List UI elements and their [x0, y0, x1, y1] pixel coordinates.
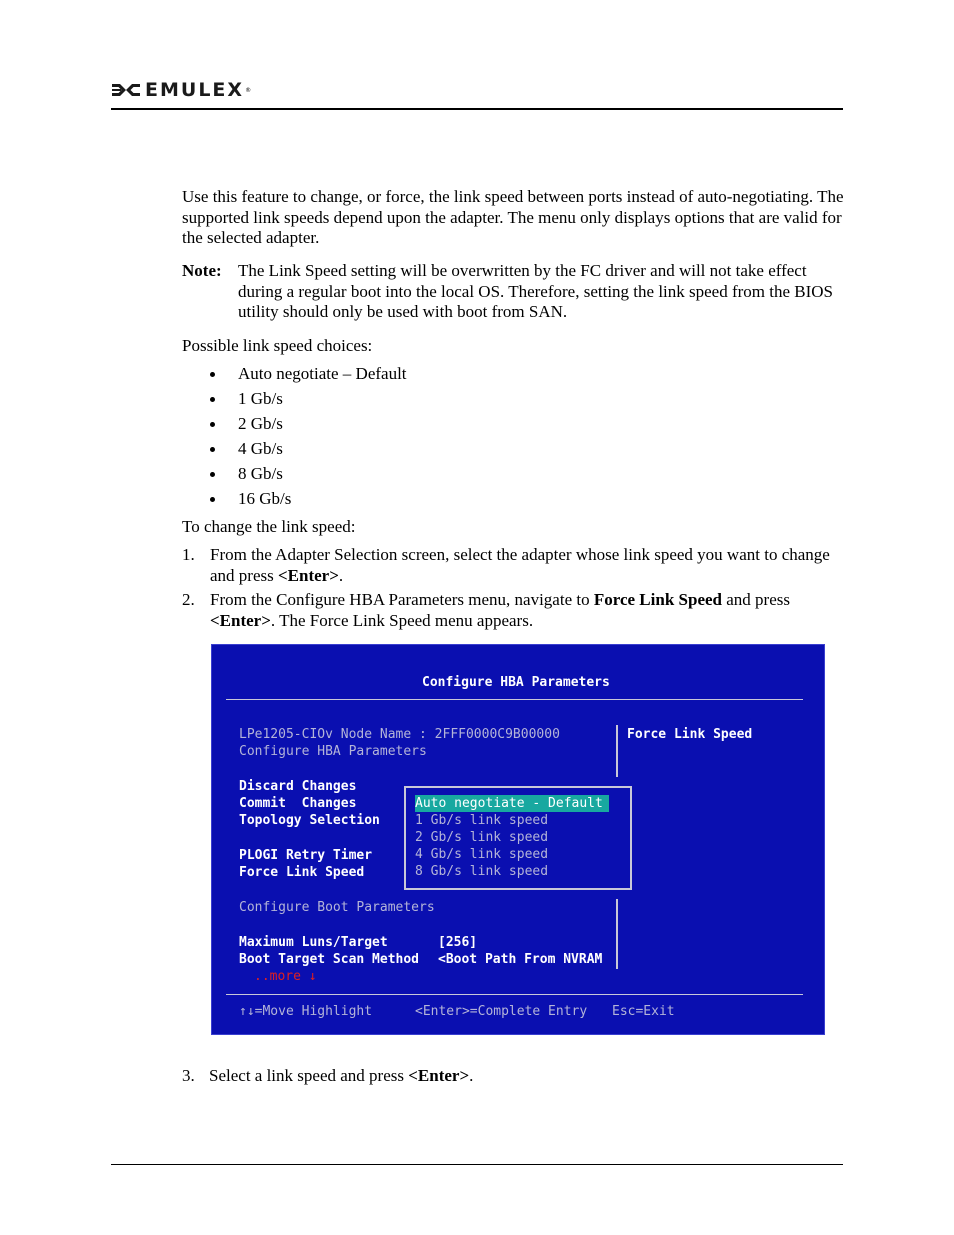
bios-boot-scan-value: <Boot Path From NVRAM [438, 952, 603, 967]
list-item: 2 Gb/s [210, 414, 407, 439]
bios-side-title: Force Link Speed [627, 727, 753, 742]
bios-divider [226, 994, 803, 995]
popup-option-auto[interactable]: Auto negotiate - Default [415, 795, 609, 812]
emulex-logo-icon [111, 82, 141, 98]
step-3-text: Select a link speed and press <Enter>. [209, 1066, 474, 1085]
bios-menu-force-link-speed[interactable]: Force Link Speed [239, 865, 365, 880]
link-speed-list [210, 364, 407, 514]
trademark-mark: ® [245, 86, 252, 94]
enter-key: <Enter> [408, 1066, 470, 1085]
bios-title: Configure HBA Parameters [422, 675, 610, 690]
step-1-text: From the Adapter Selection screen, select the adapter whose link speed you want to change and press <Enter>. [210, 545, 830, 585]
bios-menu-plogi[interactable]: PLOGI Retry Timer [239, 848, 373, 863]
note-label: Note: [182, 261, 222, 280]
brand-name: EMULEX [145, 79, 245, 101]
header-rule [111, 108, 843, 110]
list-item: 1 Gb/s [210, 389, 407, 414]
bios-more-indicator: ..more ↓ [254, 969, 317, 984]
bios-separator [616, 899, 618, 969]
bios-footer-move: ↑↓=Move Highlight [239, 1004, 373, 1019]
list-item: 16 Gb/s [210, 489, 407, 514]
change-intro: To change the link speed: [182, 517, 356, 536]
step-number: 1. [182, 545, 195, 564]
popup-option-2gb[interactable]: 2 Gb/s link speed [415, 830, 549, 845]
enter-key: <Enter> [277, 565, 339, 585]
bios-separator [616, 725, 618, 777]
bios-menu-discard[interactable]: Discard Changes [239, 779, 357, 794]
list-item: 4 Gb/s [210, 439, 407, 464]
bios-boot-scan-label[interactable]: Boot Target Scan Method [239, 952, 420, 967]
bios-subtitle: Configure HBA Parameters [239, 744, 427, 759]
bios-max-luns-value: [256] [438, 935, 478, 950]
step-2-text: From the Configure HBA Parameters menu, navigate to Force Link Speed and press <Enter>. The Force Link Speed menu appears. [210, 590, 790, 630]
emulex-logo [111, 80, 251, 100]
intro-paragraph: Use this feature to change, or force, the link speed between ports instead of auto-negotiating. The supported link speeds depend upon the adapter. The menu only displays options that are valid for the selected adapter. [182, 187, 844, 247]
step-number: 2. [182, 590, 195, 609]
force-link-speed-popup [404, 786, 632, 890]
bios-screenshot [211, 644, 825, 1035]
popup-option-1gb[interactable]: 1 Gb/s link speed [415, 813, 549, 828]
bios-node-line: LPe1205-CIOv Node Name : 2FFF0000C9B00000 [239, 727, 560, 742]
bios-boot-title: Configure Boot Parameters [239, 900, 435, 915]
step-number: 3. [182, 1066, 195, 1085]
popup-option-4gb[interactable]: 4 Gb/s link speed [415, 847, 549, 862]
bios-footer-esc: Esc=Exit [612, 1004, 675, 1019]
bios-menu-commit[interactable]: Commit Changes [239, 796, 357, 811]
list-item: Auto negotiate – Default [210, 364, 407, 389]
bios-menu-topology[interactable]: Topology Selection [239, 813, 380, 828]
list-item: 8 Gb/s [210, 464, 407, 489]
bios-max-luns-label[interactable]: Maximum Luns/Target [239, 935, 388, 950]
note-text: The Link Speed setting will be overwritten by the FC driver and will not take effect during a regular boot into the local OS. Therefore, setting the link speed from the BIOS utility should only be used with boot from SAN. [238, 261, 834, 321]
enter-key: <Enter> [210, 610, 271, 630]
choices-intro: Possible link speed choices: [182, 336, 373, 355]
bios-footer-enter: <Enter>=Complete Entry [415, 1004, 588, 1019]
menu-item-ref: Force Link Speed [593, 590, 722, 609]
popup-option-8gb[interactable]: 8 Gb/s link speed [415, 864, 549, 879]
footer-rule [111, 1164, 843, 1165]
bios-divider [226, 699, 803, 700]
